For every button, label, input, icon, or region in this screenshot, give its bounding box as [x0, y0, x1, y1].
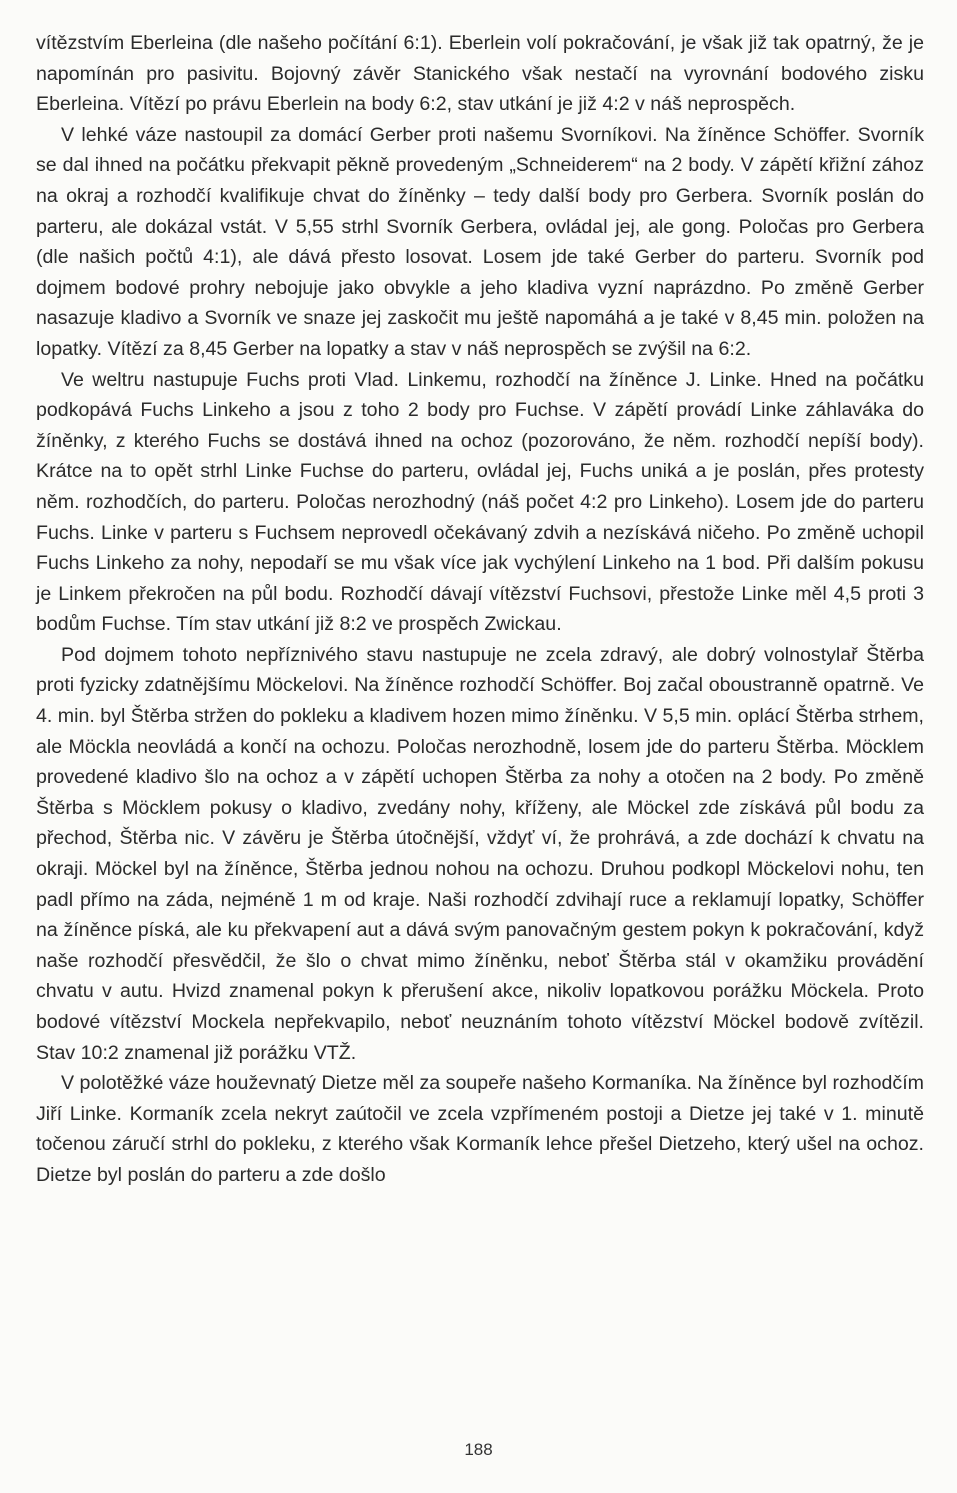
paragraph-2: V lehké váze nastoupil za domácí Gerber proti našemu Svorníkovi. Na žíněnce Schöffer. Svorník se dal ihned na počátku překvapit pěkně provedeným „Schneiderem“ na 2 body. V zápětí křižní zához na okraj a rozhodčí kvalifikuje chvat do žíněnky – tedy další body pro Gerbera. Svorník poslán do parteru, ale dokázal vstát. V 5,55 strhl Svorník Gerbera, ovládal jej, ale gong. Poločas pro Gerbera (dle našich počtů 4:1), ale dává přesto losovat. Losem jde také Gerber do parteru. Svorník pod dojmem bodové prohry nebojuje jako obvykle a jeho kladiva vyzní naprázdno. Po změně Gerber nasazuje kladivo a Svorník ve snaze jej zaskočit mu ještě napomáhá a je také v 8,45 min. položen na lopatky. Vítězí za 8,45 Gerber na lopatky a stav v náš neprospěch se zvýšil na 6:2.	[36, 123, 924, 360]
paragraph-1: vítězstvím Eberleina (dle našeho počítání 6:1). Eberlein volí pokračování, je však již tak opatrný, že je napomínán pro pasivitu. Bojovný závěr Stanického však nestačí na vyrovnání bodového zisku Eberleina. Vítězí po právu Eberlein na body 6:2, stav utkání je již 4:2 v náš neprospěch.	[36, 32, 924, 116]
page-body	[36, 28, 924, 1191]
paragraph-5: V polotěžké váze houževnatý Dietze měl za soupeře našeho Kormaníka. Na žíněnce byl rozhodčím Jiří Linke. Kormaník zcela nekryt zaútočil ve zcela vzpřímeném postoji a Dietze jej také v 1. minutě točenou záručí strhl do pokleku, z kterého však Kormaník lehce přešel Dietzeho, který ušel na ochoz. Dietze byl poslán do parteru a zde došlo	[36, 1072, 924, 1186]
page-number: 188	[464, 1440, 493, 1459]
paragraph-3: Ve weltru nastupuje Fuchs proti Vlad. Linkemu, rozhodčí na žíněnce J. Linke. Hned na počátku podkopává Fuchs Linkeho a jsou z toho 2 body pro Fuchse. V zápětí provádí Linke záhlaváka do žíněnky, z kterého Fuchs se dostává ihned na ochoz (pozorováno, že něm. rozhodčí nepíší body). Krátce na to opět strhl Linke Fuchse do parteru, ovládal jej, Fuchs uniká a je poslán, přes protesty něm. rozhodčích, do parteru. Poločas nerozhodný (náš počet 4:2 pro Linkeho). Losem jde do parteru Fuchs. Linke v parteru s Fuchsem neprovedl očekávaný zdvih a nezískává ničeho. Po změně uchopil Fuchs Linkeho za nohy, nepodaří se mu však více jak vychýlení Linkeho na 1 bod. Při dalším pokusu je Linkem překročen na půl bodu. Rozhodčí dávají vítězství Fuchsovi, přestože Linke měl 4,5 proti 3 bodům Fuchse. Tím stav utkání již 8:2 ve prospěch Zwickau.	[36, 368, 924, 636]
paragraph-4: Pod dojmem tohoto nepříznivého stavu nastupuje ne zcela zdravý, ale dobrý volnostylař Štěrba proti fyzicky zdatnějšímu Möckelovi. Na žíněnce rozhodčí Schöffer. Boj začal oboustranně opatrně. Ve 4. min. byl Štěrba stržen do pokleku a kladivem hozen mimo žíněnku. V 5,5 min. oplácí Štěrba strhem, ale Möckla neovládá a končí na ochozu. Poločas nerozhodně, losem jde do parteru Štěrba. Möcklem provedené kladivo šlo na ochoz a v zápětí uchopen Štěrba za nohy a otočen na 2 body. Po změně Štěrba s Möcklem pokusy o kladivo, zvedány nohy, kříženy, ale Möckel zde získává půl bodu za přechod, Štěrba nic. V závěru je Štěrba útočnější, vždyť ví, že prohrává, a zde dochází k chvatu na okraji. Möckel byl na žíněnce, Štěrba jednou nohou na ochozu. Druhou podkopl Möckelovi nohu, ten padl přímo na záda, nejméně 1 m od kraje. Naši rozhodčí zdvihají ruce a reklamují lopatky, Schöffer na žíněnce píská, ale ku překvapení aut a dává svým panovačným gestem pokyn k pokračování, když naše rozhodčí přesvědčil, že šlo o chvat mimo žíněnku, neboť Štěrba stál v okamžiku provádění chvatu v autu. Hvizd znamenal pokyn k přerušení akce, nikoliv lopatkovou porážku Möckela. Proto bodové vítězství Mockela nepřekvapilo, neboť neuznáním tohoto vítězství Möckel bodově zvítězil. Stav 10:2 znamenal již porážku VTŽ.	[36, 643, 924, 1064]
